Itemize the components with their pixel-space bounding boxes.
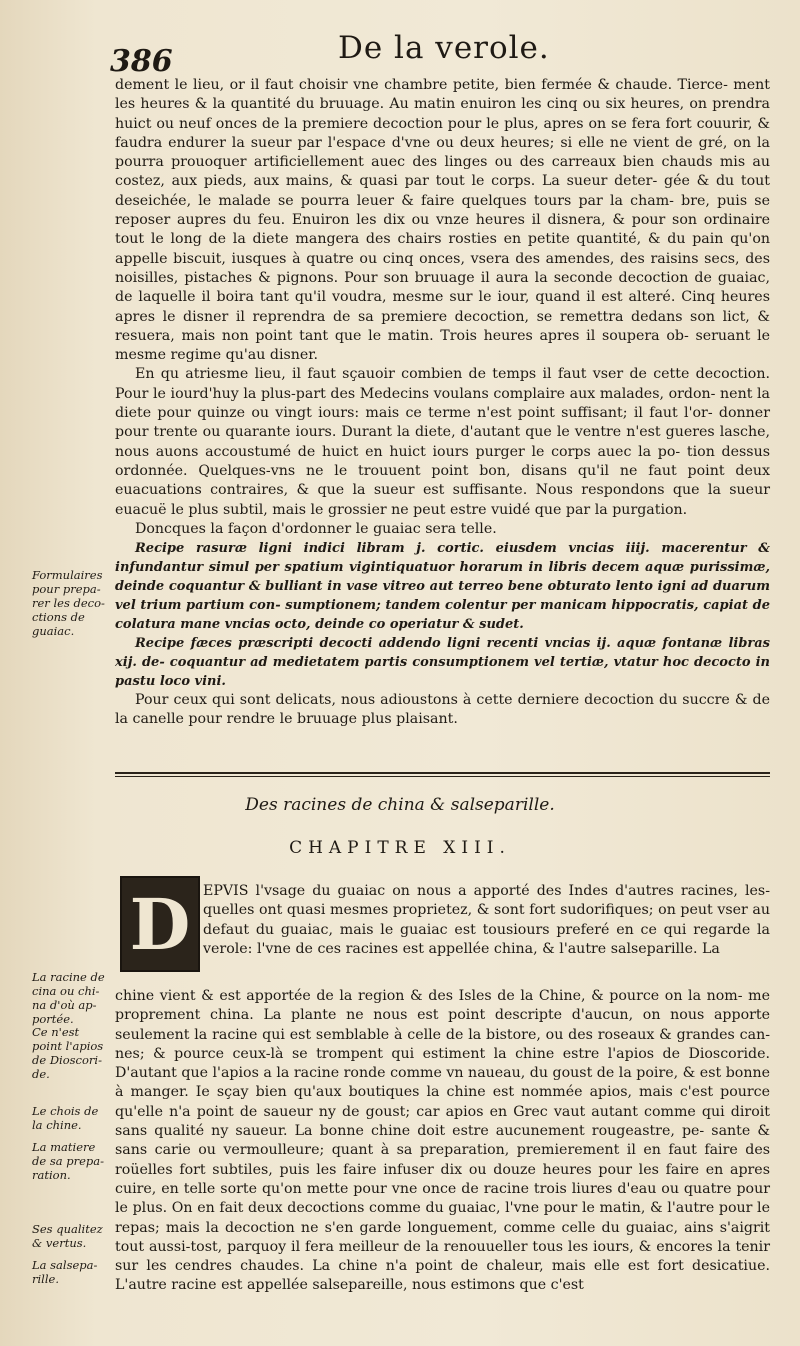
paragraph: En qu atriesme lieu, il faut sçauoir combien de temps il faut vser de cette decoction. Pour le iourd'huy la plus-part des Medecins voulans complaire aux malades, ordon- nent la diete pour quinze ou vingt iours: mais ce terme n'est point suffisant; il faut l'or- donner pour trente ou quarante iours. Durant la diete, d'autant que le ventre n'est gueres lasche, nous auons accoustumé de huict en huict iours purger le corps auec la po- tion dessus ordonnée. Quelques-vns ne le trouuent point bon, disans qu'il ne faut point deux euacuations contraires, & que la sueur est suffisante. Nous respondons que la sueur euacuë le plus subtil, mais le grossier ne peut estre vuidé que par la purgation.	[115, 366, 770, 518]
drop-cap: D	[120, 876, 200, 972]
main-text-top	[115, 76, 770, 730]
paragraph: Pour ceux qui sont delicats, nous adioustons à cette derniere decoction du succre & de la canelle pour rendre le bruuage plus plaisant.	[115, 692, 770, 728]
page-number: 386	[110, 44, 173, 79]
margin-note: Ses qualitez & vertus.	[32, 1222, 103, 1250]
margin-note: Formulaires pour prepa- rer les deco- ctions de guaiac.	[32, 568, 105, 638]
latin-recipe: Recipe fæces præscripti decocti addendo ligni recenti vncias ij. aquæ fontanæ libras xij. de- coquantur ad medietatem partis consumptionem vel tertiæ, vtatur hoc decocto in pastu loco vini.	[115, 636, 770, 690]
paragraph: chine vient & est apportée de la region & des Isles de la Chine, & pource on la nom- me proprement china. La plante ne nous est point descripte d'aucun, on nous apporte seulement la racine qui est semblable à celle de la bistore, ou des roseaux & grandes can- nes; & pource ceux-là se trompent qui estiment la chine estre l'apios de Dioscoride. D'autant que l'apios a la racine ronde comme vn naueau, du goust de la poire, & est bonne à manger. Ie sçay bien qu'aux boutiques la chine est nommée apios, mais c'est pource qu'elle n'a point de saueur ny de goust; car apios en Grec vaut autant comme qui diroit sans qualité ny saueur. La bonne chine doit estre aucunement rougeastre, pe- sante & sans carie ou vermoulleure; quant à sa preparation, premierement il en faut faire des roüelles fort subtiles, puis les faire infuser dix ou douze heures pour les faire en apres cuire, en telle sorte qu'on mette pour vne once de racine trois liures d'eau ou quatre pour le plus. On en fait deux decoctions comme du guaiac, l'vne pour le matin, & l'autre pour le repas; mais la decoction ne s'en garde longuement, comme celle du guaiac, ains s'aigrit tout aussi-tost, parquoy il fera meilleur de la renouueller tous les iours, & encores la tenir sur les cendres chaudes. La chine n'a point de chaleur, mais elle est fort desicatiue. L'autre racine est appellée salsepareille, nous estimons que c'est	[115, 988, 770, 1294]
running-head: De la verole.	[338, 30, 550, 66]
section-divider	[115, 772, 770, 777]
paragraph: Doncques la façon d'ordonner le guaiac sera telle.	[135, 520, 497, 537]
section-title: Des racines de china & salseparille.	[245, 795, 555, 815]
margin-note: La matiere de sa prepa- ration.	[32, 1140, 105, 1182]
margin-note: Ce n'est point l'apios de Dioscori- de.	[32, 1025, 104, 1081]
paragraph: EPVIS l'vsage du guaiac on nous a apporté des Indes d'autres racines, les- quelles ont quasi mesmes proprietez, & sont fort sudorifiques; on peut vser au defaut du guaiac, mais le guaiac est tousiours preferé en ce qui regarde la verole: l'vne de ces racines est appellée china, & l'autre salseparille. La	[203, 883, 770, 957]
margin-note: Le chois de la chine.	[32, 1104, 99, 1132]
latin-recipe: Recipe rasuræ ligni indici libram j. cortic. eiusdem vncias iiij. macerentur & infundantur simul per spatium vigintiquatuor horarum in libris decem aquæ purissimæ, deinde coquantur & bulliant in vase vitreo aut terreo bene obturato lento igni ad duarum vel trium partium con- sumptionem; tandem colentur per manicam hippocratis, capiat de colatura mane vncias octo, deinde co operiatur & sudet.	[115, 541, 770, 633]
paragraph: dement le lieu, or il faut choisir vne chambre petite, bien fermée & chaude. Tierce- ment les heures & la quantité du bruuage. Au matin enuiron les cinq ou six heures, on prendra huict ou neuf onces de la premiere decoction pour le plus, apres on se fera fort couurir, & faudra endurer la sueur par l'espace d'vne ou deux heures; si elle ne vient de gré, on la pourra prouoquer artificiellement auec des linges ou des carreaux bien chauds mis au costez, aux pieds, aux mains, & quasi par tout le corps. La sueur deter- gée & du tout deseichée, le malade se pourra leuer & faire quelques tours par la cham- bre, puis se reposer aupres du feu. Enuiron les dix ou vnze heures il disnera, & pour son ordinaire tout le long de la diete mangera des chairs rosties en petite quantité, & du pain qu'on appelle biscuit, iusques à quatre ou cinq onces, vsera des amendes, des raisins secs, des noisilles, pistaches & pignons. Pour son bruuage il aura la seconde decoction de guaiac, de laquelle il boira tant qu'il voudra, mesme sur le iour, quand il est alteré. Cinq heures apres le disner il reprendra de sa premiere decoction, se remettra dedans son lict, & resuera, mais non point tant que le matin. Trois heures apres il soupera ob- seruant le mesme regime qu'au disner.	[115, 77, 770, 364]
margin-note: La racine de cina ou chi- na d'où ap- portée.	[32, 970, 105, 1026]
chapter-heading: CHAPITRE XIII.	[289, 838, 511, 858]
chapter-text	[115, 987, 770, 1296]
margin-note: La salsepa- rille.	[32, 1258, 98, 1286]
chapter-text-beside-cap	[203, 882, 770, 959]
